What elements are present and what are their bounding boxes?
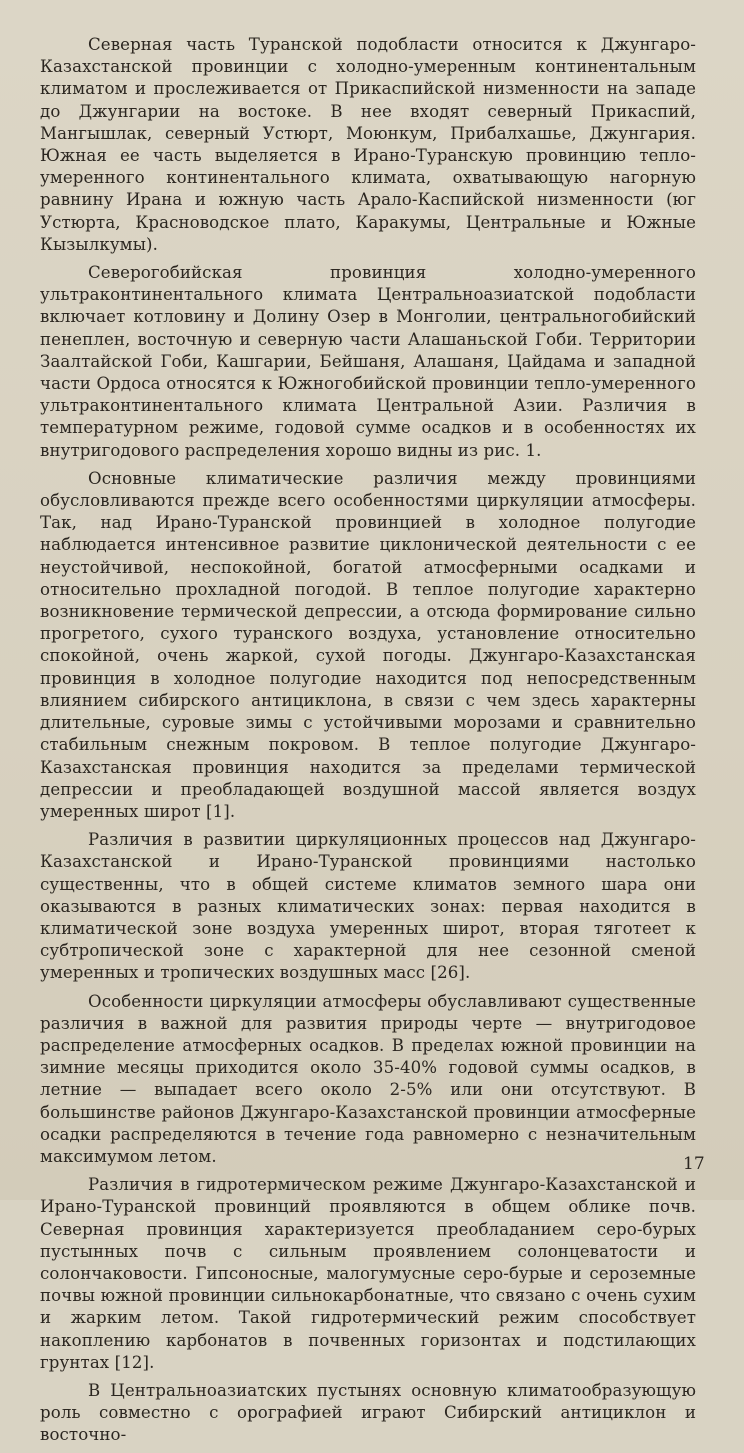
page-number: 17 — [683, 1154, 705, 1174]
paragraph: В Центральноазиатских пустынях основную климатообразующую роль совместно с орографией играют Сибирский антициклон и восточно- — [40, 1380, 696, 1445]
paragraph: Особенности циркуляции атмосферы обуславливают существенные различия в важной для развития природы черте — внутригодовое распределение атмосферных осадков. В пределах южной провинции на зимние месяцы приходится около 35-40% годовой суммы осадков, в летние — выпадает всего около 2-5% или они отсутствуют. В большинстве районов Джунгаро-Казахстанской провинции атмосферные осадки распределяются в течение года равномерно с незначительным максимумом летом. — [40, 991, 696, 1166]
paragraph: Северная часть Туранской подобласти относится к Джунгаро-Казахстанской провинции с холодно-умеренным континентальным климатом и прослеживается от Прикаспийской низменности на западе до Джунгарии на востоке. В нее входят северный Прикаспий, Мангышлак, северный Устюрт, Моюнкум, Прибалхашье, Джунгария. Южная ее часть выделяется в Ирано-Туранскую провинцию тепло-умеренного континентального климата, охватывающую нагорную равнину Ирана и южную часть Арало-Каспийской низменности (юг Устюрта, Красноводское плато, Каракумы, Центральные и Южные Кызылкумы). — [40, 35, 696, 254]
paragraph: Основные климатические различия между провинциями обусловливаются прежде всего особенностями циркуляции атмосферы. Так, над Ирано-Туранской провинцией в холодное полугодие наблюдается интенсивное развитие циклонической деятельности с ее неустойчивой, неспокойной, богатой атмосферными осадками и относительно прохладной погодой. В теплое полугодие характерно возникновение термической депрессии, а отсюда формирование сильно прогретого, сухого туранского воздуха, установление относительно спокойной, очень жаркой, сухой погоды. Джунгаро-Казахстанская провинция в холодное полугодие находится под непосредственным влиянием сибирского антициклона, в связи с чем здесь характерны длительные, суровые зимы с устойчивыми морозами и сравнительно стабильным снежным покровом. В теплое полугодие Джунгаро-Казахстанская провинция находится за пределами термической депрессии и преобладающей воздушной массой является воздух умеренных широт [1]. — [40, 468, 696, 821]
body-text — [40, 34, 696, 1453]
paragraph: Различия в развитии циркуляционных процессов над Джунгаро-Казахстанской и Ирано-Туранской провинциями настолько существенны, что в общей системе климатов земного шара они оказываются в разных климатических зонах: первая находится в климатической зоне воздуха умеренных широт, вторая тяготеет к субтропической зоне с характерной для нее сезонной сменой умеренных и тропических воздушных масс [26]. — [40, 830, 696, 983]
paragraph: Северогобийская провинция холодно-умеренного ультраконтинентального климата Центральноазиатской подобласти включает котловину и Долину Озер в Монголии, центральногобийский пенеплен, восточную и северную части Алашаньской Гоби. Территории Заалтайской Гоби, Кашгарии, Бейшаня, Алашаня, Цайдама и западной части Ордоса относятся к Южногобийской провинции тепло-умеренного ультраконтинентального климата Центральной Азии. Различия в температурном режиме, годовой сумме осадков и в особенностях их внутригодового распределения хорошо видны из рис. 1. — [40, 263, 696, 460]
paragraph: Различия в гидротермическом режиме Джунгаро-Казахстанской и Ирано-Туранской провинций проявляются в общем облике почв. Северная провинция характеризуется преобладанием серо-бурых пустынных почв с сильным проявлением солонцеватости и солончаковости. Гипсоносные, малогумусные серо-бурые и сероземные почвы южной провинции сильнокарбонатные, что связано с очень сухим и жарким летом. Такой гидротермический режим способствует накоплению карбонатов в почвенных горизонтах и подстилающих грунтах [12]. — [40, 1175, 696, 1372]
